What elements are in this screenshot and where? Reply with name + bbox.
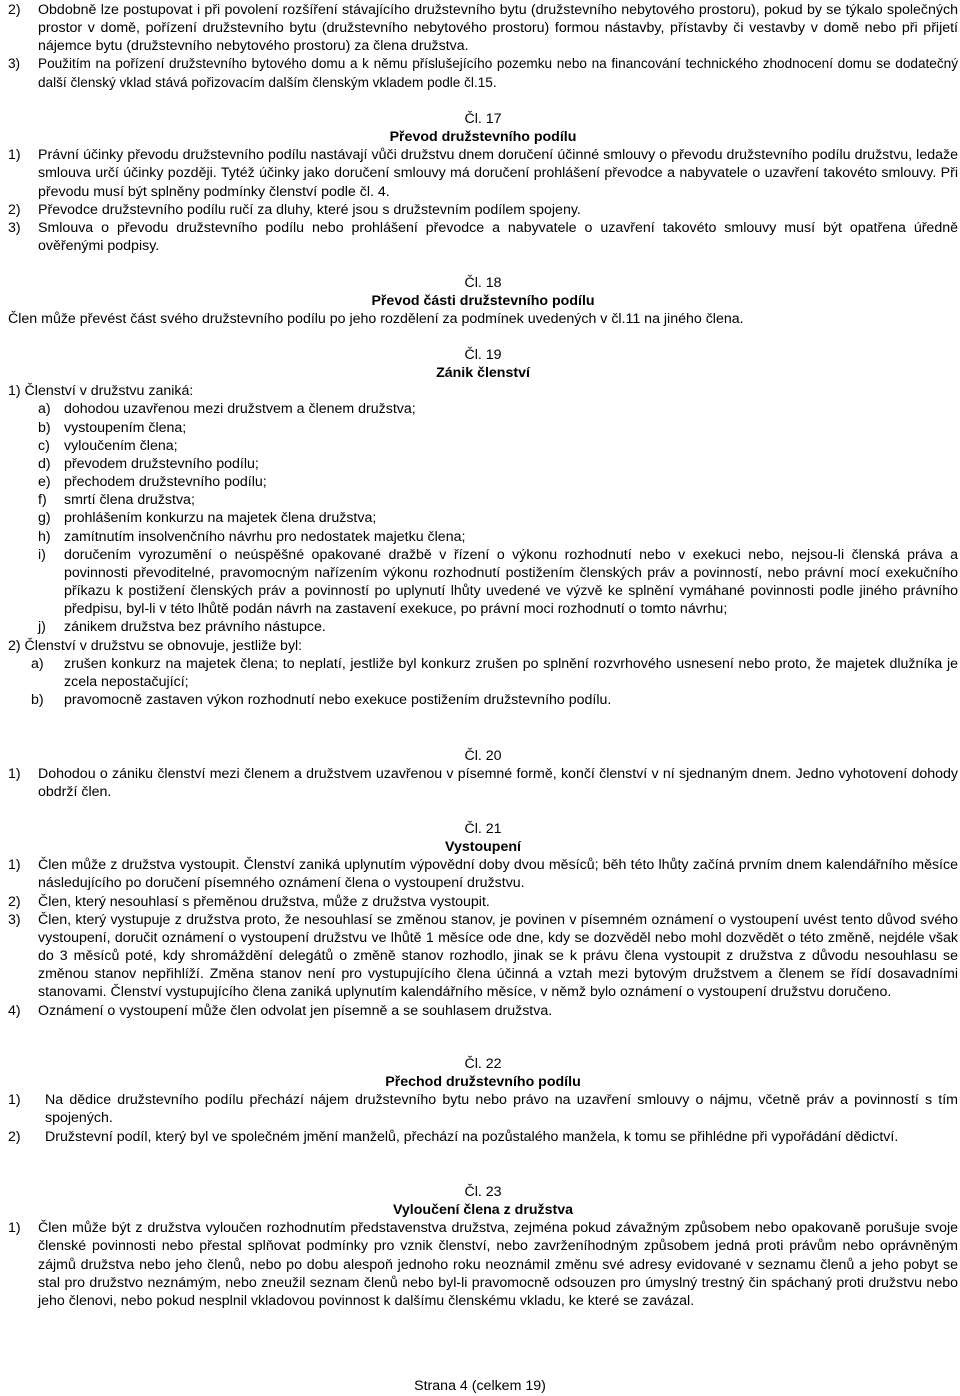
paragraph-text: Oznámení o vystoupení může člen odvolat jen písemně a se souhlasem družstva.	[38, 1002, 553, 1019]
intro-section	[8, 1, 958, 92]
paragraph-text: Družstevní podíl, který byl ve společném jmění manželů, přechází na pozůstalého manžela, k tomu se přihlédne při vypořádání dědictví.	[45, 1128, 899, 1145]
paragraph-number: 3)	[8, 911, 21, 928]
paragraph-text: Smlouva o převodu družstevního podílu nebo prohlášení převodce a nabyvatele o uzavření takovéto smlouvy musí být opatřena úředně ověřenými podpisy.	[38, 219, 958, 255]
paragraph-number: 2)	[8, 2, 21, 18]
article-title: Zánik členství	[436, 365, 530, 382]
article-19	[8, 346, 958, 709]
paragraph-number: 3)	[8, 219, 21, 236]
paragraph	[8, 146, 958, 200]
list-item-letter: g)	[38, 510, 51, 527]
article-number: Čl. 22	[464, 1056, 502, 1072]
article-title: Převod družstevního podílu	[389, 129, 577, 146]
list-item-text: zrušen konkurz na majetek člena; to neplatí, jestliže byl konkurz zrušen po splnění rozvrhového usnesení nebo proto, že majetek dlužníka je zcela nepostačující;	[64, 655, 958, 690]
list-item-letter: f)	[38, 492, 47, 509]
paragraph	[8, 1128, 958, 1146]
paragraph	[8, 219, 958, 255]
page-footer: Strana 4 (celkem 19)	[414, 1378, 546, 1394]
list-item-text: doručením vyrozumění o neúspěšné opakované dražbě v řízení o výkonu rozhodnutí nebo v exekuci nebo, nejsou-li členská práva a povinnosti převoditelné, pravomocným nařízením výkonu rozhodnutí postižením členských práv a povinností, nebo právní mocí exekučního příkazu k postižení členských práv a povinností po uplynutí lhůty uvedené ve výzvě ke splnění vymáhané povinnosti podle jiného právního předpisu, byl-li v této lhůtě podán návrh na zastavení exekuce, po právní moci rozhodnutí o tomto návrhu;	[64, 546, 958, 618]
article-20	[8, 747, 958, 801]
paragraph	[8, 765, 958, 801]
list-item	[8, 473, 958, 491]
article-21	[8, 820, 958, 1020]
paragraph-text: Člen, který vystupuje z družstva proto, že nesouhlasí se změnou stanov, je povinen v písemném oznámení o vystoupení uvést tento důvod svého vystoupení, doručit oznámení o vystoupení družstvu ve lhůtě 1 měsíce ode dne, kdy se dozvěděl nebo mohl dozvědět o této změně, nejdéle však do 3 měsíců poté, kdy shromáždění delegátů o změně stanov rozhodlo, jinak se k právu člena vystoupit z družstva z důvodu nesouhlasu se změnou stanov nepřihlíží. Změna stanov není pro vystupujícího člena účinná a vztah mezi bytovým družstvem a členem se řídí dosavadními stanovami. Členství vystupujícího člena zaniká uplynutím kalendářního měsíce, v němž bylo oznámení o vystoupení družstvu doručeno.	[38, 911, 958, 1001]
list-item	[8, 655, 958, 691]
list-item-text: přechodem družstevního podílu;	[64, 474, 267, 491]
paragraph-number: 2)	[8, 893, 21, 910]
paragraph	[8, 893, 958, 911]
paragraph-text: Na dědice družstevního podílu přechází nájem družstevního bytu nebo právo na uzavření smlouvy o nájmu, včetně práv a povinností s tím spojených.	[45, 1092, 958, 1127]
list-item-text: prohlášením konkurzu na majetek člena družstva;	[64, 510, 377, 527]
paragraph	[8, 201, 958, 219]
paragraph	[8, 911, 958, 1002]
paragraph-number: 1)	[8, 857, 21, 874]
list-item-letter: b)	[38, 419, 51, 436]
article-title: Převod části družstevního podílu	[371, 293, 595, 310]
paragraph-lead: 2) Členství v družstvu se obnovuje, jestliže byl:	[8, 637, 303, 654]
paragraph-text: Právní účinky převodu družstevního podílu nastávají vůči družstvu dnem doručení účinné smlouvy o převodu družstevního podílu družstvu, ledaže smlouva určí účinky později. Tytéž účinky jako doručení smlouvy má doručení prohlášení převodce a nabyvatele o uzavření takovéto smlouvy. Při převodu musí být splněny podmínky členství podle čl. 4.	[38, 147, 958, 200]
list-item-text: smrtí člena družstva;	[64, 492, 195, 509]
article-number: Čl. 17	[464, 111, 502, 127]
list-item-text: pravomocně zastaven výkon rozhodnutí nebo exekuce postižením družstevního podílu.	[64, 691, 612, 708]
list-item	[8, 509, 958, 527]
list-item	[8, 419, 958, 437]
article-23	[8, 1183, 958, 1310]
list-item-letter: i)	[38, 546, 46, 563]
list-item-letter: b)	[31, 691, 44, 708]
list-item-letter: e)	[38, 474, 51, 491]
paragraph-lead: 1) Členství v družstvu zaniká:	[8, 383, 194, 400]
article-17	[8, 110, 958, 255]
list-item-text: zánikem družstva bez právního nástupce.	[64, 619, 326, 636]
paragraph-number: 1)	[8, 147, 21, 164]
list-item-letter: a)	[38, 401, 51, 418]
article-title: Přechod družstevního podílu	[385, 1074, 581, 1091]
paragraph-text: Člen může převést část svého družstevního podílu po jeho rozdělení za podmínek uvedených v čl.11 na jiného člena.	[8, 311, 744, 328]
list-item-text: vystoupením člena;	[64, 419, 187, 436]
paragraph-number: 3)	[8, 56, 21, 72]
list-item-letter: j)	[38, 619, 46, 636]
paragraph	[8, 856, 958, 892]
article-number: Čl. 19	[464, 347, 502, 363]
list-item	[8, 491, 958, 509]
list-item-letter: c)	[38, 437, 50, 454]
paragraph-text: Dohodou o zániku členství mezi členem a družstvem uzavřenou v písemné formě, končí členství v ní sjednaným dnem. Jedno vyhotovení dohody obdrží člen.	[38, 766, 958, 801]
paragraph-number: 1)	[8, 1220, 21, 1237]
list-item-text: převodem družstevního podílu;	[64, 455, 259, 472]
paragraph-number: 4)	[8, 1002, 21, 1019]
list-item	[8, 400, 958, 418]
paragraph-number: 2)	[8, 1128, 21, 1145]
list-item-text: vyloučením člena;	[64, 437, 178, 454]
paragraph	[8, 1002, 958, 1020]
article-title: Vystoupení	[445, 839, 521, 856]
list-item	[8, 437, 958, 455]
article-22	[8, 1055, 958, 1146]
paragraph-text: Člen, který nesouhlasí s přeměnou družstva, může z družstva vystoupit.	[38, 893, 490, 910]
list-item	[8, 618, 958, 636]
paragraph-text: Použitím na pořízení družstevního bytového domu a k němu příslušejícího pozemku nebo na financování technického zhodnocení domu se dodatečný další členský vklad stává pořizovacím dalším členským vkladem podle čl.15.	[38, 56, 958, 90]
article-number: Čl. 23	[464, 1184, 502, 1200]
paragraph-text: Obdobně lze postupovat i při povolení rozšíření stávajícího družstevního bytu (družstevního nebytového prostoru), pokud by se týkalo společných prostor v domě, pořízení družstevního bytu (družstevního nebytového prostoru) formou nástavby, přístavby či vestavby v domě nebo při přijetí nájemce bytu (družstevního nebytového prostoru) za člena družstva.	[38, 2, 958, 55]
list-item	[8, 691, 958, 709]
list-item-letter: a)	[31, 655, 44, 672]
paragraph-text: Člen může být z družstva vyloučen rozhodnutím představenstva družstva, zejména pokud závažným způsobem nebo opakovaně porušuje svoje členské povinnosti nebo přestal splňovat podmínky pro vznik členství, nebo zavrženíhodným způsobem jedná proti právům nebo oprávněným zájmů družstva nebo jeho členů, nebo po dobu alespoň jednoho roku neoznámil změnu své adresy evidované v seznamu členů a jeho pobyt se stal pro družstvo neznámým, nebo zneužil seznam členů nebo byl-li pravomocně odsouzen pro úmyslný trestný čin spáchaný proti družstvu nebo jeho členovi, nebo pokud nesplnil vkladovou povinnost k dalšímu členskému vkladu, ke které se zavázal.	[38, 1220, 958, 1309]
article-number: Čl. 18	[464, 275, 502, 291]
list-item	[8, 546, 958, 619]
paragraph-number: 2)	[8, 201, 21, 218]
paragraph-text: Převodce družstevního podílu ručí za dluhy, které jsou s družstevním podílem spojeny.	[38, 201, 581, 218]
paragraph-number: 1)	[8, 1092, 21, 1109]
article-number: Čl. 20	[464, 748, 502, 764]
list-item-letter: h)	[38, 528, 51, 545]
list-item	[8, 528, 958, 546]
paragraph	[8, 1, 958, 55]
paragraph-number: 1)	[8, 766, 21, 783]
paragraph	[8, 1219, 958, 1310]
list-item	[8, 455, 958, 473]
list-item-letter: d)	[38, 455, 51, 472]
article-title: Vyloučení člena z družstva	[392, 1202, 574, 1219]
paragraph	[8, 1091, 958, 1127]
article-18	[8, 274, 958, 328]
list-item-text: zamítnutím insolvenčního návrhu pro nedostatek majetku člena;	[64, 528, 466, 545]
article-number: Čl. 21	[464, 821, 502, 837]
list-item-text: dohodou uzavřenou mezi družstvem a členem družstva;	[64, 401, 416, 418]
paragraph-text: Člen může z družstva vystoupit. Členství zaniká uplynutím výpovědní doby dvou měsíců; běh této lhůty začíná prvním dnem kalendářního měsíce následujícího po doručení písemného oznámení člena o vystoupení družstvu.	[38, 857, 958, 892]
paragraph	[8, 55, 958, 91]
